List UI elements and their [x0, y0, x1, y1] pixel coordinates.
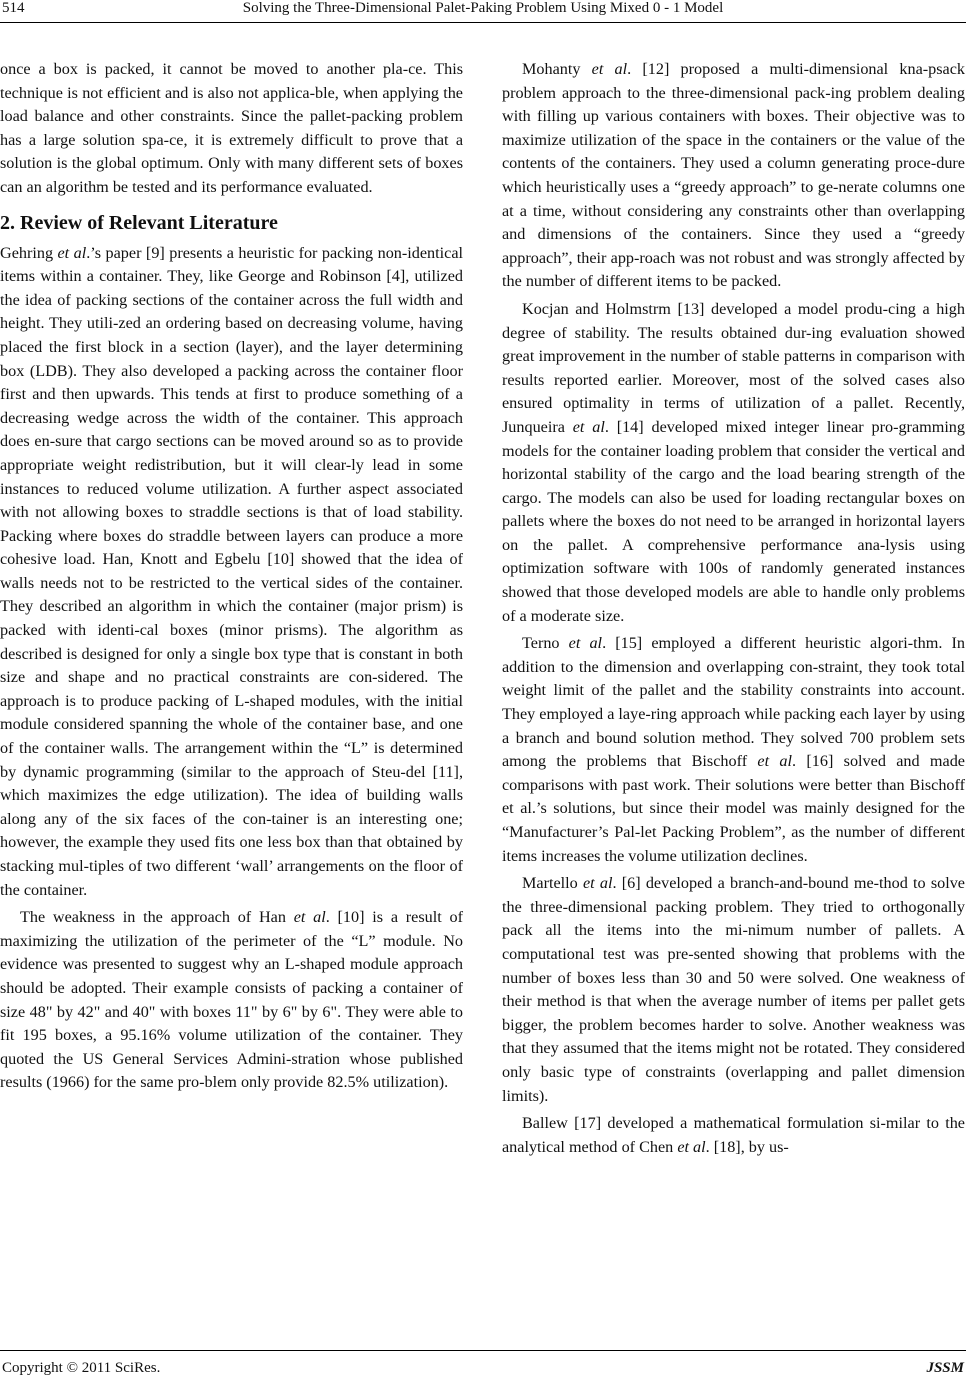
text-run: The weakness in the approach of Han: [20, 908, 294, 927]
text-run: . [6] developed a branch-and-bound me-thod to solve the three-dimensional packing problem. They tried to orthogonally pack all the items into the mi-nimum number of pallets. A computational test was pre-sented showing that problems with the number of boxes less than 30 and 50 were solved. One weakness of their method is that when the average number of items per pallet gets bigger, the problem becomes harder to solve. Another weakness was that they assumed that the items might not be rotated. They considered only basic type of constraints (overlapping and pallet dimension limits).: [502, 874, 965, 1105]
italic-text: et al: [591, 60, 628, 78]
text-run: Ballew [17] developed a mathematical formulation si-milar to the analytical method of Chen: [502, 1114, 965, 1156]
text-run: . [12] proposed a multi-dimensional kna-psack problem approach to the three-dimensional pack-ing problem dealing with filling up various containers with boxes. Their objective was to maximize utilization of the space in the containers or the value of the contents of the containers. They used a column generating proce-dure which heuristically uses a “greedy approach” to ge-nerate columns one at a time, without considering any constraints other than overlapping and dimensions of the containers. Since they used a “greedy approach”, their app-roach was not robust and was strongly affected by the number of different items to be packed.: [502, 60, 966, 291]
italic-text: et al: [582, 874, 613, 893]
section-heading: 2. Review of Relevant Literature: [0, 211, 278, 234]
journal-abbreviation: JSSM: [926, 1360, 964, 1376]
footer-rule: [0, 1350, 966, 1351]
left-column: [0, 58, 463, 1095]
paragraph-han-weakness: [0, 906, 463, 1095]
page-number: 514: [2, 0, 25, 16]
text-run: Mohanty: [522, 60, 592, 78]
right-column: [502, 58, 965, 1159]
italic-text: et al: [677, 1137, 706, 1156]
text-run: . [18], by us-: [705, 1137, 789, 1156]
text-run: Kocjan and Holmstrm [13] developed a model produ-cing a high degree of stability. The results obtained dur-ing evaluation showed great improvement in the number of stable patterns in comparison with results reported earlier. Moreover, most of the solved cases also ensured optimality in terms of utilization of a pallet. Recently, Junqueira: [502, 299, 965, 436]
italic-text: et al: [293, 908, 326, 927]
copyright-notice: Copyright © 2011 SciRes.: [2, 1360, 161, 1376]
paragraph-kocjan: [502, 298, 965, 628]
paragraph-gehring: [0, 242, 463, 903]
paragraph-terno: [502, 632, 965, 868]
text-run: . [14] developed mixed integer linear pro-gramming models for the container loading problem that consider the vertical and horizontal stability of the cargo and the load bearing strength of the cargo. The models can also be used for loading rectangular boxes on pallets where the boxes do not need to be arranged in horizontal layers on the pallet. A comprehensive performance ana-lysis using optimization software with 100s of randomly generated instances showed that those developed models are able to handle only problems of a moderate size.: [502, 417, 965, 625]
paragraph-mohanty: [502, 58, 965, 294]
page-header: [0, 0, 966, 22]
text-run: . [10] is a result of maximizing the utilization of the perimeter of the “L” module. No evidence was presented to suggest why an L-shaped module approach should be adopted. Their example consists of packing a container of size 48" by 42" and 40" with boxes 11" by 6" by 6". They were able to fit 195 boxes, a 95.16% volume utilization of the container. They quoted the US General Services Admini-stration whose published results (1966) for the same pro-blem only provide 82.5% utilization).: [0, 908, 463, 1092]
text-run: .’s paper [9] presents a heuristic for packing non-identical items within a container. They, like George and Robinson [4], utilized the idea of packing sections of the container across the full width and height. They utili-zed an ordering based on decreasing volume, having placed the first block in a section (layer), and the layer determining box (LDB). They also developed a packing across the container floor first and then upwards. This tends at first to produce something of a decreasing wedge across the width of the container. This approach does en-sure that cargo sections can be moved around so as to provide appropriate weight redistribution, but it will clear-ly lead in some instances to reduced volume utilization. A further aspect associated with not allowing boxes to straddle sections is that of load stability. Packing where boxes do straddle between layers can produce a more cohesive load. Han, Knott and Egbelu [10] showed that the idea of walls needs not to be restricted to the vertical sides of the container. They described an algorithm in which the container (major prism) is packed with identi-cal boxes (minor prisms). The algorithm as described is designed for only a single box type that is constant in both size and shape and no practical constraints are con-sidered. The approach is to produce packing of L-shaped modules, with the initial module considered spanning the whole of the container base, and one of the container walls. The arrangement within the “L” is determined by dynamic programming (similar to the approach of Steu-del [11], which maximizes the edge utilization). The idea of building walls along any of the six faces of the con-tainer is an interesting one; however, the example they used fits one less box than that obtained by stacking mul-tiples of two different ‘wall’ arrangements on the floor of the container.: [0, 243, 464, 899]
text-run: . [16] solved and made comparisons with past work. Their solutions were better than Bischoff et al.’s solutions, but since their model was mainly designed for the “Manufacturer’s Pal-let Packing Problem”, as the number of different items increases the volume utilization declines.: [502, 752, 965, 865]
page-footer: [0, 1360, 966, 1386]
text-run: Martello: [522, 874, 583, 893]
italic-text: et al: [57, 243, 87, 262]
italic-text: et al: [568, 634, 603, 653]
running-title: Solving the Three-Dimensional Palet-Paking Problem Using Mixed 0 - 1 Model: [242, 0, 724, 16]
paragraph-ballew: [502, 1112, 965, 1159]
paragraph-martello: [502, 872, 965, 1108]
text-run: . [15] employed a different heuristic algori-thm. In addition to the dimension and overlapping con-straint, they took total weight limit of the pallet and the stability constraints into account. They employed a laye-ring approach while packing each layer by using a branch and bound solution method. They solved 700 problem sets among the problems that Bischoff: [502, 634, 965, 771]
paragraph-intro: once a box is packed, it cannot be moved to another pla-ce. This technique is not efficient and is also not applica-ble, when applying the load balance and other constraints. Since the pallet-packing problem has a large solution spa-ce, it is extremely difficult to prove that a solution is the global optimum. Only with many different sets of boxes can an algorithm be tested and its performance evaluated.: [0, 60, 463, 196]
text-run: Terno: [522, 634, 569, 653]
text-run: Gehring: [0, 243, 58, 262]
header-rule: [0, 22, 966, 23]
italic-text: et al: [757, 752, 792, 771]
italic-text: et al: [572, 417, 605, 436]
